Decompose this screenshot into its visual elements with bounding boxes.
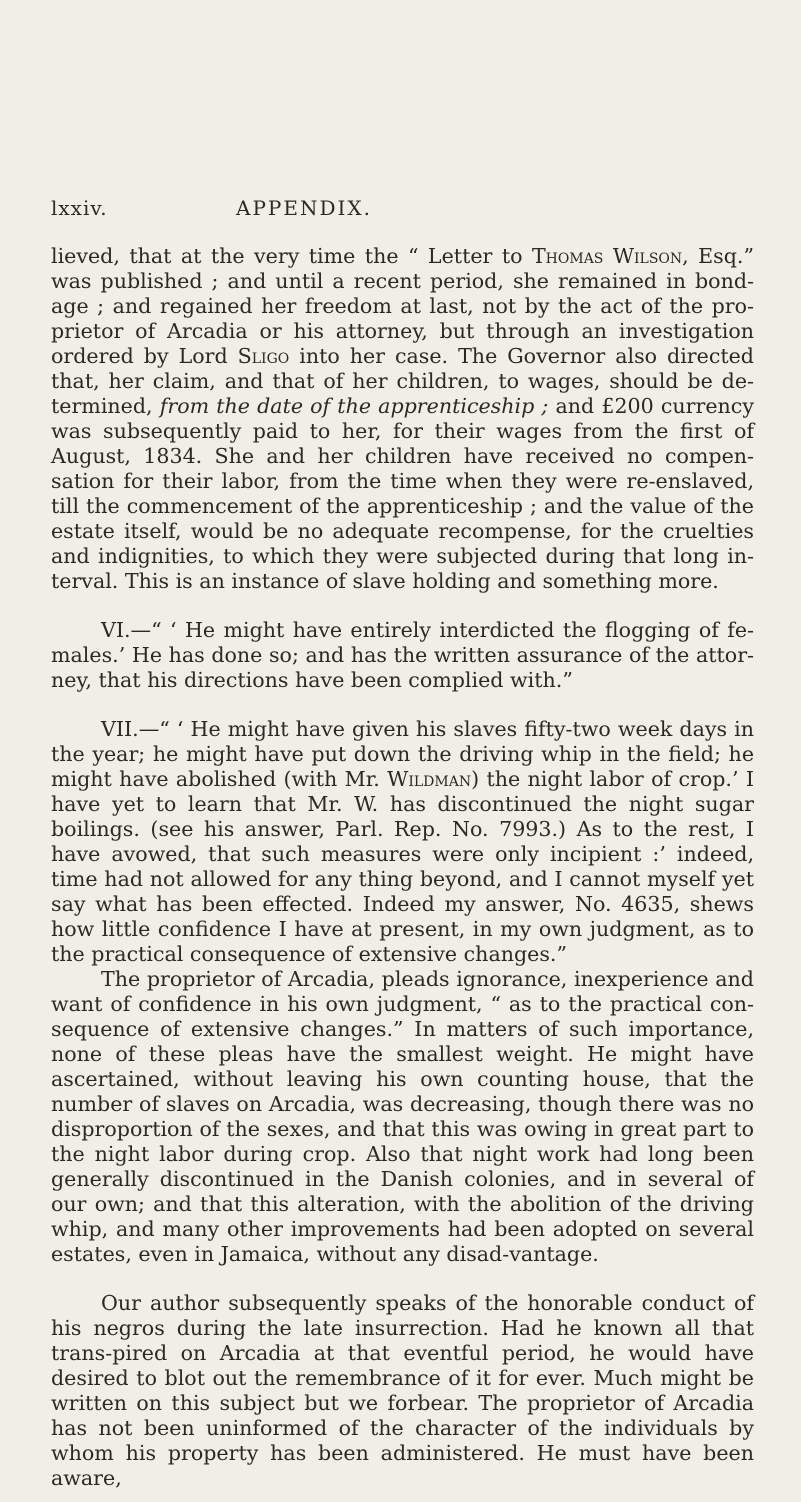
text-segment: , Esq.” was published ; and until a recent period, she remained in bond-age ; and regained her freedom at last, not by the act of the pro-prietor of Arcadia or his attorney, but through an investigation ordered by Lord (51, 244, 755, 368)
person-name: Sligo (237, 344, 290, 368)
paragraph-4: The proprietor of Arcadia, pleads ignorance, inexperience and want of confidence in his own judgment, “ as to the practical con-sequence of extensive changes.” In matters of such importance, none of these pleas have the smallest weight. He might have ascertained, without leaving his own counting house, that the number of slaves on Arcadia, was decreasing, though there was no disproportion of the sexes, and that this was owing in great part to the night labor during crop. Also that night work had long been generally discontinued in the Danish colonies, and in several of our own; and that this alteration, with the abolition of the driving whip, and many other improvements had been adopted on several estates, even in Jamaica, without any disad-vantage. (51, 967, 754, 1266)
page-number: lxxiv. (51, 196, 108, 220)
text-segment: into her case. The Governor also directed that, her claim, and that of her children, to wages, should be de-termined, (51, 344, 754, 418)
paragraph-3 (51, 717, 754, 967)
page-body (51, 244, 754, 1491)
paragraph-2: VI.—“ ‘ He might have entirely interdicted the flogging of fe-males.’ He has done so; and has the written assurance of the attor-ney, that his directions have been complied with.” (51, 618, 754, 692)
italic-phrase: from the date of the apprenticeship ; (159, 394, 549, 418)
person-name: Wildman (387, 767, 472, 791)
page-header (51, 196, 372, 220)
text-segment: and £200 currency was subsequently paid to her, for their wages from the first of August, 1834. She and her children have received no compen-sation for their labor, from the time when they were re-enslaved, till the commencement of the apprenticeship ; and the value of the estate itself, would be no adequate recompense, for the cruelties and indignities, to which they were subjected during that long in-terval. This is an instance of slave holding and something more. (51, 394, 754, 593)
text-segment: VII.—“ ‘ He might have given his slaves fifty-two week days in the year; he might have put down the driving whip in the field; he might have abolished (with Mr. (51, 717, 754, 791)
person-name: Thomas Wilson (531, 244, 683, 268)
text-segment: ) the night labor of crop.’ I have yet to learn that Mr. W. has discontinued the night sugar boilings. (see his answer, Parl. Rep. No. 7993.) As to the rest, I have avowed, that such measures were only incipient :’ indeed, time had not allowed for any thing beyond, and I cannot myself yet say what has been effected. Indeed my answer, No. 4635, shews how little confidence I have at present, in my own judgment, as to the practical consequence of extensive changes.” (51, 767, 754, 966)
running-title: APPENDIX. (236, 196, 372, 220)
paragraph-1 (51, 244, 754, 594)
paragraph-5: Our author subsequently speaks of the honorable conduct of his negros during the late insurrection. Had he known all that trans-pired on Arcadia at that eventful period, he would have desired to blot out the remembrance of it for ever. Much might be written on this subject but we forbear. The proprietor of Arcadia has not been uninformed of the character of the individuals by whom his property has been administered. He must have been aware, (51, 1291, 754, 1490)
text-segment: lieved, that at the very time the “ Letter to (51, 244, 532, 268)
